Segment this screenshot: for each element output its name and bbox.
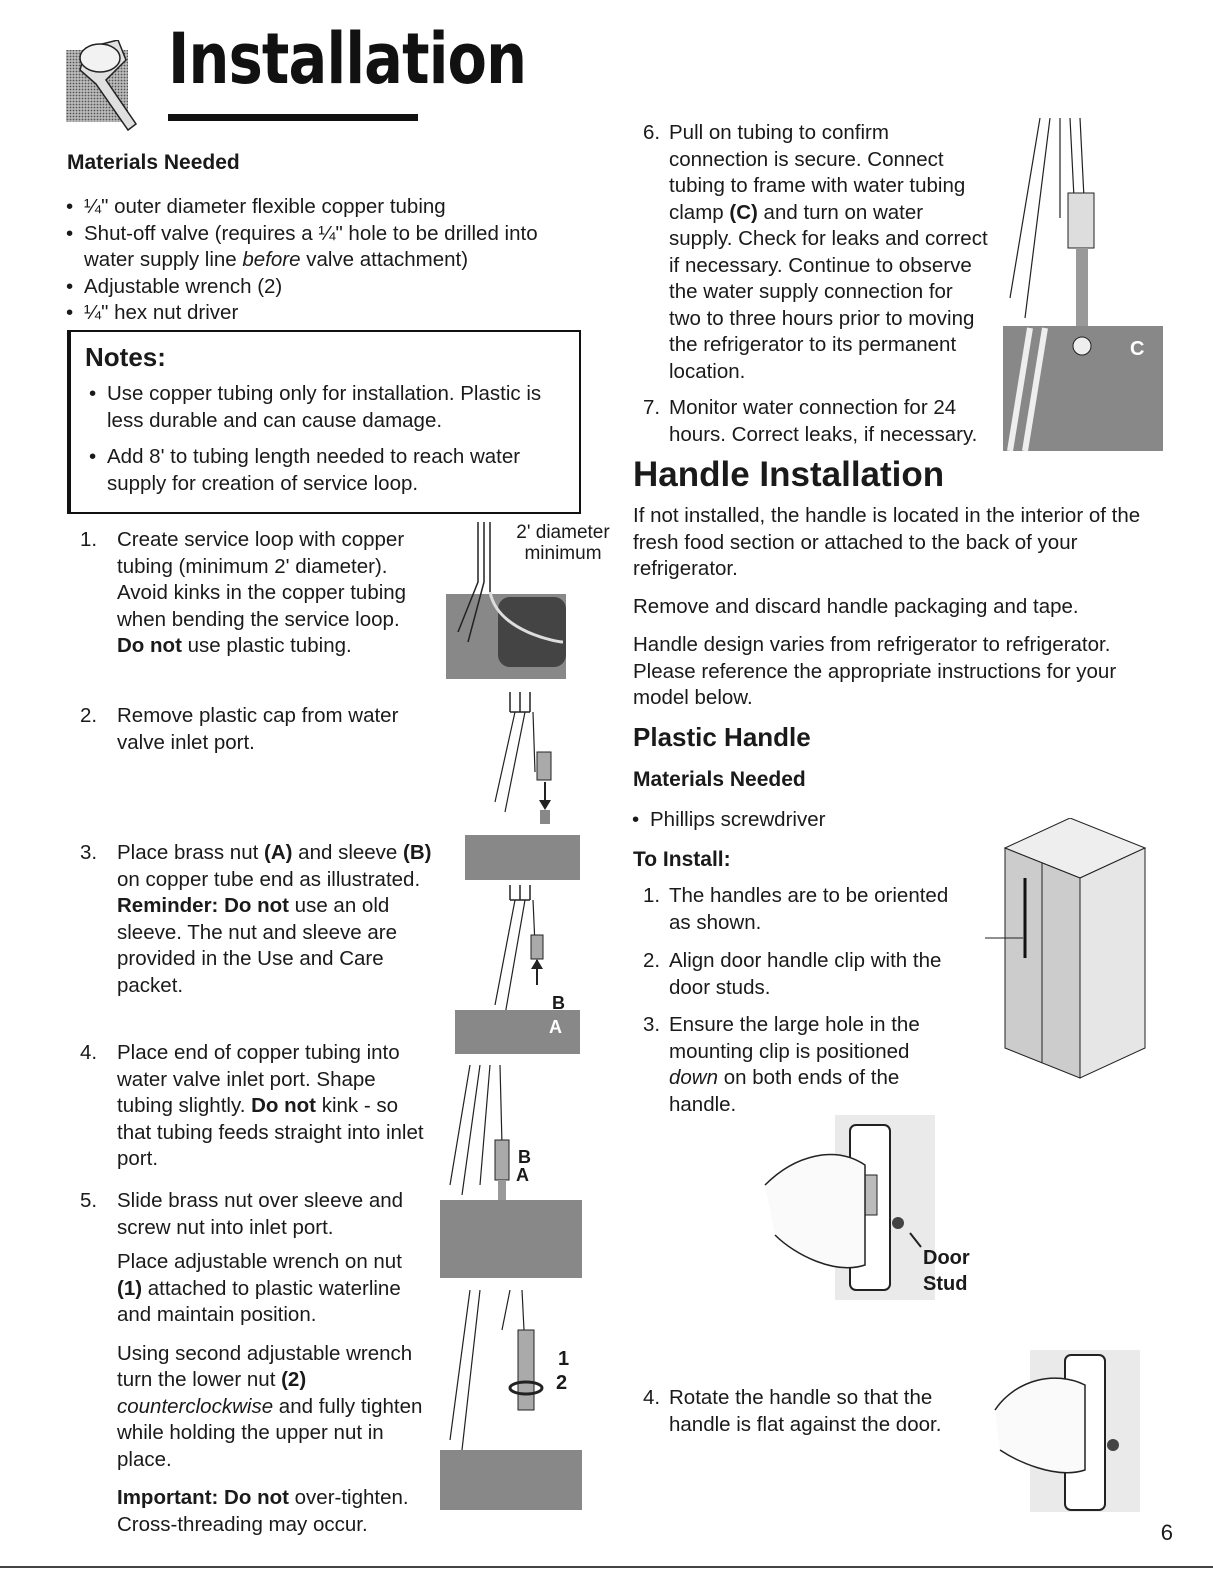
handle-paragraph-3: Handle design varies from refrigerator to refrigerator. Please reference the appropriate instructions for your model below. [633, 633, 1117, 709]
handle-step-1: 1. The handles are to be oriented as shown. [643, 884, 949, 934]
step-4: 4. Place end of copper tubing into water valve inlet port. Shape tubing slightly. Do not kink - so that tubing feeds straight into inlet port. [80, 1041, 424, 1170]
handle-clip-figure [755, 1115, 980, 1305]
page-number: 6 [1160, 1520, 1173, 1545]
materials-heading: Materials Needed [67, 151, 240, 174]
step-2: 2. Remove plastic cap from water valve inlet port. [80, 704, 399, 754]
handle-paragraph-1: If not installed, the handle is located in the interior of the fresh food section or attached to the back of your refrigerator. [633, 504, 1141, 580]
step-5-important: Important: Do not over-tighten. Cross-threading may occur. [117, 1486, 409, 1536]
materials-list [62, 194, 582, 327]
handle-step-3: 3. Ensure the large hole in the mounting clip is positioned down on both ends of the handle. [643, 1013, 920, 1116]
notes-title: Notes: [85, 342, 166, 372]
footer-rule [0, 1566, 1213, 1568]
list-item: • Use copper tubing only for installation. Plastic is less durable and can cause damage. [85, 381, 565, 434]
list-item: • Shut-off valve (requires a ¼" hole to be drilled into water supply line before valve attachment) [62, 221, 582, 274]
nut-sleeve-figure: B A [455, 885, 585, 1055]
step-5: 5. Slide brass nut over sleeve and screw nut into inlet port. Place adjustable wrench on nut (1) attached to plastic waterline and maintain position. Using second adjustable wrench turn the lower nut (2) counterclockwise and fully tighten while holding the upper nut in place. Important: Do not over-tighten. Cross-threading may occur. [80, 1188, 425, 1538]
wrench-figure: 1 2 [440, 1290, 590, 1512]
valve-cap-figure [455, 692, 585, 882]
plastic-handle-heading: Plastic Handle [633, 722, 811, 752]
to-install-heading: To Install: [633, 848, 731, 871]
list-item: • Add 8' to tubing length needed to reach water supply for creation of service loop. [85, 444, 565, 497]
step-5-para-2: Using second adjustable wrench turn the lower nut (2) counterclockwise and fully tighten while holding the upper nut in place. [117, 1341, 423, 1471]
list-item: • ¼" hex nut driver [62, 300, 582, 327]
refrigerator-figure [985, 818, 1150, 1083]
list-item: • Phillips screwdriver [628, 807, 928, 834]
step-5-para-1: Place adjustable wrench on nut (1) attached to plastic waterline and maintain position. [117, 1250, 402, 1326]
clamp-figure: C [1000, 118, 1165, 453]
handle-installation-heading: Handle Installation [633, 455, 945, 494]
handle-step-2: 2. Align door handle clip with the door studs. [643, 949, 942, 999]
handle-materials-heading: Materials Needed [633, 768, 806, 791]
inlet-port-figure: B A [440, 1065, 585, 1280]
handle-step-4: 4. Rotate the handle so that the handle is flat against the door. [643, 1386, 942, 1436]
door-stud-label: Door Stud [923, 1247, 970, 1295]
handle-paragraph-2: Remove and discard handle packaging and tape. [633, 595, 1079, 618]
step-7: 7. Monitor water connection for 24 hours. Correct leaks, if necessary. [643, 396, 978, 446]
handle-rotate-figure [985, 1350, 1150, 1515]
step-3: 3. Place brass nut (A) and sleeve (B) on copper tube end as illustrated. Reminder: Do not use an old sleeve. The nut and sleeve are provided in the Use and Care packet. [80, 841, 432, 997]
page-title: Installation [168, 18, 527, 100]
list-item: • Adjustable wrench (2) [62, 274, 582, 301]
installation-icon [66, 40, 148, 132]
handle-materials-list [628, 807, 928, 834]
list-item: • ¼" outer diameter flexible copper tubing [62, 194, 582, 221]
diameter-label: 2' diameter minimum [516, 522, 610, 564]
step-6: 6. Pull on tubing to confirm connection is secure. Connect tubing to frame with water tubing clamp (C) and turn on water supply. Check for leaks and correct if necessary. Continue to observe the water supply connection for two to three hours prior to moving the refrigerator to its permanent location. [643, 121, 988, 383]
step-1: 1. Create service loop with copper tubing (minimum 2' diameter). Avoid kinks in the copper tubing when bending the service loop. Do not use plastic tubing. [80, 528, 407, 657]
service-loop-figure [438, 522, 608, 682]
title-underline [168, 114, 418, 121]
notes-box [67, 330, 581, 514]
